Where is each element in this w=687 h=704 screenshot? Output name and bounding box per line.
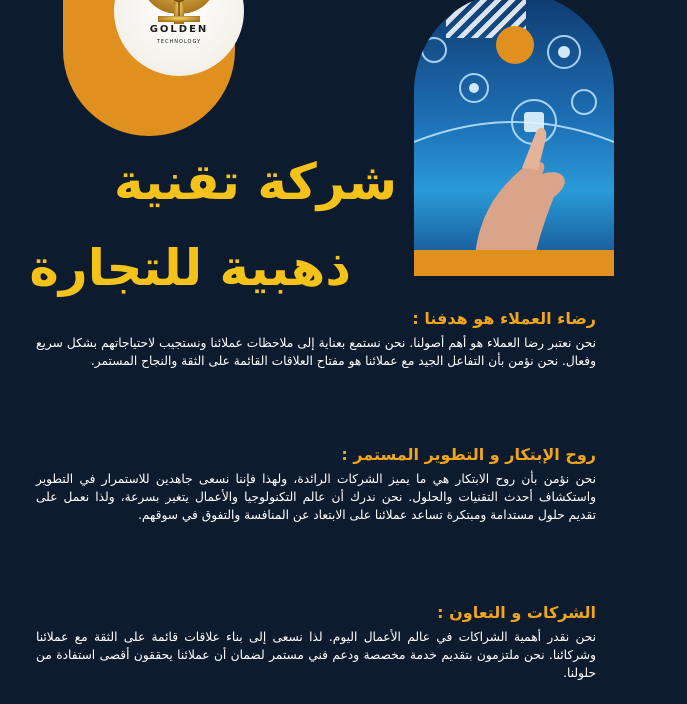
section-heading: روح الإبتكار و التطوير المستمر : — [341, 445, 596, 464]
photo-orange-band — [414, 250, 614, 276]
section-heading: رضاء العملاء هو هدفنا : — [412, 309, 596, 328]
company-title-line2: ذهبية للتجارة — [29, 239, 351, 297]
golden-tree-icon — [114, 0, 244, 76]
section-customer-satisfaction — [36, 308, 596, 370]
section-heading: الشركات و التعاون : — [437, 603, 596, 622]
company-title-line1: شركة تقنية — [114, 153, 397, 211]
logo-word-sub: TECHNOLOGY — [156, 39, 202, 45]
tech-icons-illustration — [414, 0, 614, 276]
section-body: نحن نقدر أهمية الشراكات في عالم الأعمال اليوم. لذا نسعى إلى بناء علاقات قائمة على الثقة مع عملائنا وشركائنا. نحن ملتزمون بتقديم خدمة مخصصة ودعم فني مستمر لضمان أن عملائنا يحققون أقصى استفادة من حلولنا. — [36, 630, 596, 680]
section-innovation — [36, 444, 596, 524]
tech-hand-photo — [414, 0, 614, 276]
section-body: نحن نؤمن بأن روح الابتكار هي ما يميز الشركات الرائدة، ولهذا فإننا نسعى جاهدين للاستمرار في التطوير واستكشاف أحدث التقنيات والحلول. نحن ندرك أن عالم التكنولوجيا والأعمال يتغير بسرعة، ولذا نعمل على تقديم حلول مستدامة ومبتكرة تساعد عملائنا على الابتعاد عن المنافسة والتفوق في سوقهم. — [36, 472, 596, 522]
logo-badge — [63, 0, 235, 136]
section-body: نحن نعتبر رضا العملاء هو أهم أصولنا. نحن نستمع بعناية إلى ملاحظات عملائنا ونستجيب لاحتياجاتهم بشكل سريع وفعال. نحن نؤمن بأن التفاعل الجيد مع عملائنا هو مفتاح العلاقات القائمة على الثقة والنجاح المستمر. — [36, 336, 596, 368]
logo-word-main: GOLDEN — [149, 24, 209, 35]
company-logo — [114, 0, 244, 76]
section-partnerships — [36, 602, 596, 682]
